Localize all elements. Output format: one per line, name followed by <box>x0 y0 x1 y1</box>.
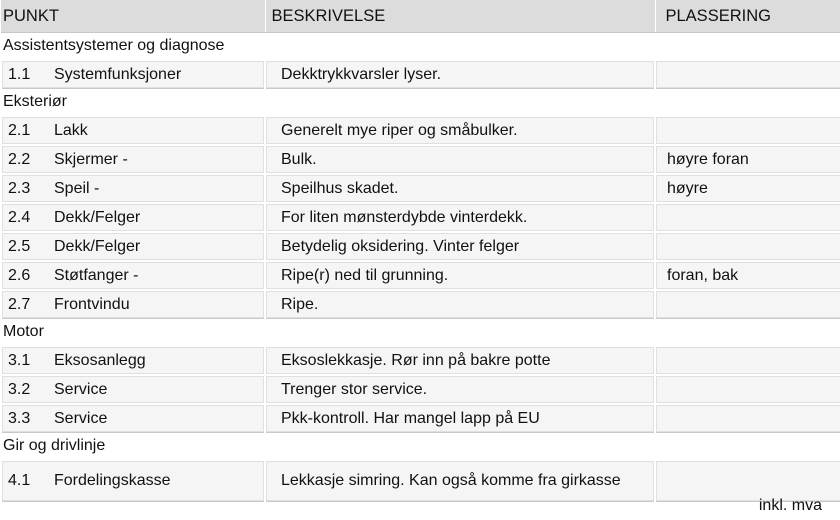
row-number: 3.2 <box>8 380 31 398</box>
row-number: 2.6 <box>8 266 31 284</box>
row-name: Fordelingskasse <box>54 472 171 489</box>
table-header <box>1 0 840 33</box>
row-number: 3.3 <box>8 409 31 427</box>
row-name: Service <box>54 409 108 427</box>
row-number: 2.4 <box>8 208 31 226</box>
location-cell <box>655 290 840 319</box>
description-cell: Trenger stor service. <box>265 375 655 404</box>
punkt-cell <box>1 404 265 433</box>
description-cell: Lekkasje simring. Kan også komme fra girkasse <box>265 460 655 502</box>
table-row <box>1 346 840 375</box>
punkt-cell <box>1 203 265 232</box>
row-number: 4.1 <box>8 472 31 489</box>
group-title: Motor <box>1 319 840 347</box>
table-row <box>1 174 840 203</box>
row-number: 2.1 <box>8 121 31 139</box>
row-name: Dekk/Felger <box>54 208 141 226</box>
table-body <box>1 33 840 502</box>
punkt-cell <box>1 290 265 319</box>
row-number: 1.1 <box>8 65 31 83</box>
location-cell <box>655 346 840 375</box>
table-row <box>1 261 840 290</box>
group-title: Assistentsystemer og diagnose <box>1 33 840 61</box>
punkt-cell <box>1 145 265 174</box>
location-cell <box>655 375 840 404</box>
description-cell: Dekktrykkvarsler lyser. <box>265 60 655 89</box>
row-number: 2.7 <box>8 295 31 313</box>
group-header <box>1 33 840 61</box>
description-cell: Bulk. <box>265 145 655 174</box>
punkt-cell <box>1 261 265 290</box>
row-name: Lakk <box>54 121 88 139</box>
description-cell: Generelt mye riper og småbulker. <box>265 116 655 145</box>
location-cell <box>655 203 840 232</box>
group-header <box>1 319 840 347</box>
row-number: 2.5 <box>8 237 31 255</box>
description-cell: Ripe. <box>265 290 655 319</box>
table-row <box>1 116 840 145</box>
description-cell: Eksoslekkasje. Rør inn på bakre potte <box>265 346 655 375</box>
punkt-cell <box>1 375 265 404</box>
group-title: Gir og drivlinje <box>1 433 840 461</box>
location-cell <box>655 60 840 89</box>
table-row <box>1 290 840 319</box>
row-name: Eksosanlegg <box>54 351 146 369</box>
row-name: Frontvindu <box>54 295 130 313</box>
row-name: Skjermer - <box>54 150 128 168</box>
description-cell: For liten mønsterdybde vinterdekk. <box>265 203 655 232</box>
table-row <box>1 145 840 174</box>
location-cell: høyre <box>655 174 840 203</box>
location-cell: høyre foran <box>655 145 840 174</box>
row-name: Systemfunksjoner <box>54 65 182 83</box>
location-cell <box>655 116 840 145</box>
table-row <box>1 232 840 261</box>
location-cell: foran, bak <box>655 261 840 290</box>
punkt-cell <box>1 60 265 89</box>
row-name: Dekk/Felger <box>54 237 141 255</box>
price-note: inkl. mva <box>758 497 822 514</box>
header-punkt: PUNKT <box>1 0 265 33</box>
location-cell <box>655 404 840 433</box>
punkt-cell <box>1 116 265 145</box>
row-name: Service <box>54 380 108 398</box>
description-cell: Speilhus skadet. <box>265 174 655 203</box>
description-cell: Betydelig oksidering. Vinter felger <box>265 232 655 261</box>
row-number: 2.2 <box>8 150 31 168</box>
table-row <box>1 460 840 502</box>
group-header <box>1 89 840 117</box>
header-plassering: PLASSERING <box>655 0 840 33</box>
row-number: 2.3 <box>8 179 31 197</box>
punkt-cell <box>1 460 265 502</box>
table-row <box>1 60 840 89</box>
header-beskrivelse: BESKRIVELSE <box>265 0 655 33</box>
table-row <box>1 375 840 404</box>
table-row <box>1 203 840 232</box>
description-cell: Pkk-kontroll. Har mangel lapp på EU <box>265 404 655 433</box>
punkt-cell <box>1 346 265 375</box>
row-number: 3.1 <box>8 351 31 369</box>
row-name: Støtfanger - <box>54 266 139 284</box>
punkt-cell <box>1 174 265 203</box>
punkt-cell <box>1 232 265 261</box>
group-header <box>1 433 840 461</box>
row-name: Speil - <box>54 179 100 197</box>
group-title: Eksteriør <box>1 89 840 117</box>
location-cell <box>655 460 840 502</box>
description-cell: Ripe(r) ned til grunning. <box>265 261 655 290</box>
location-cell <box>655 232 840 261</box>
table-row <box>1 404 840 433</box>
